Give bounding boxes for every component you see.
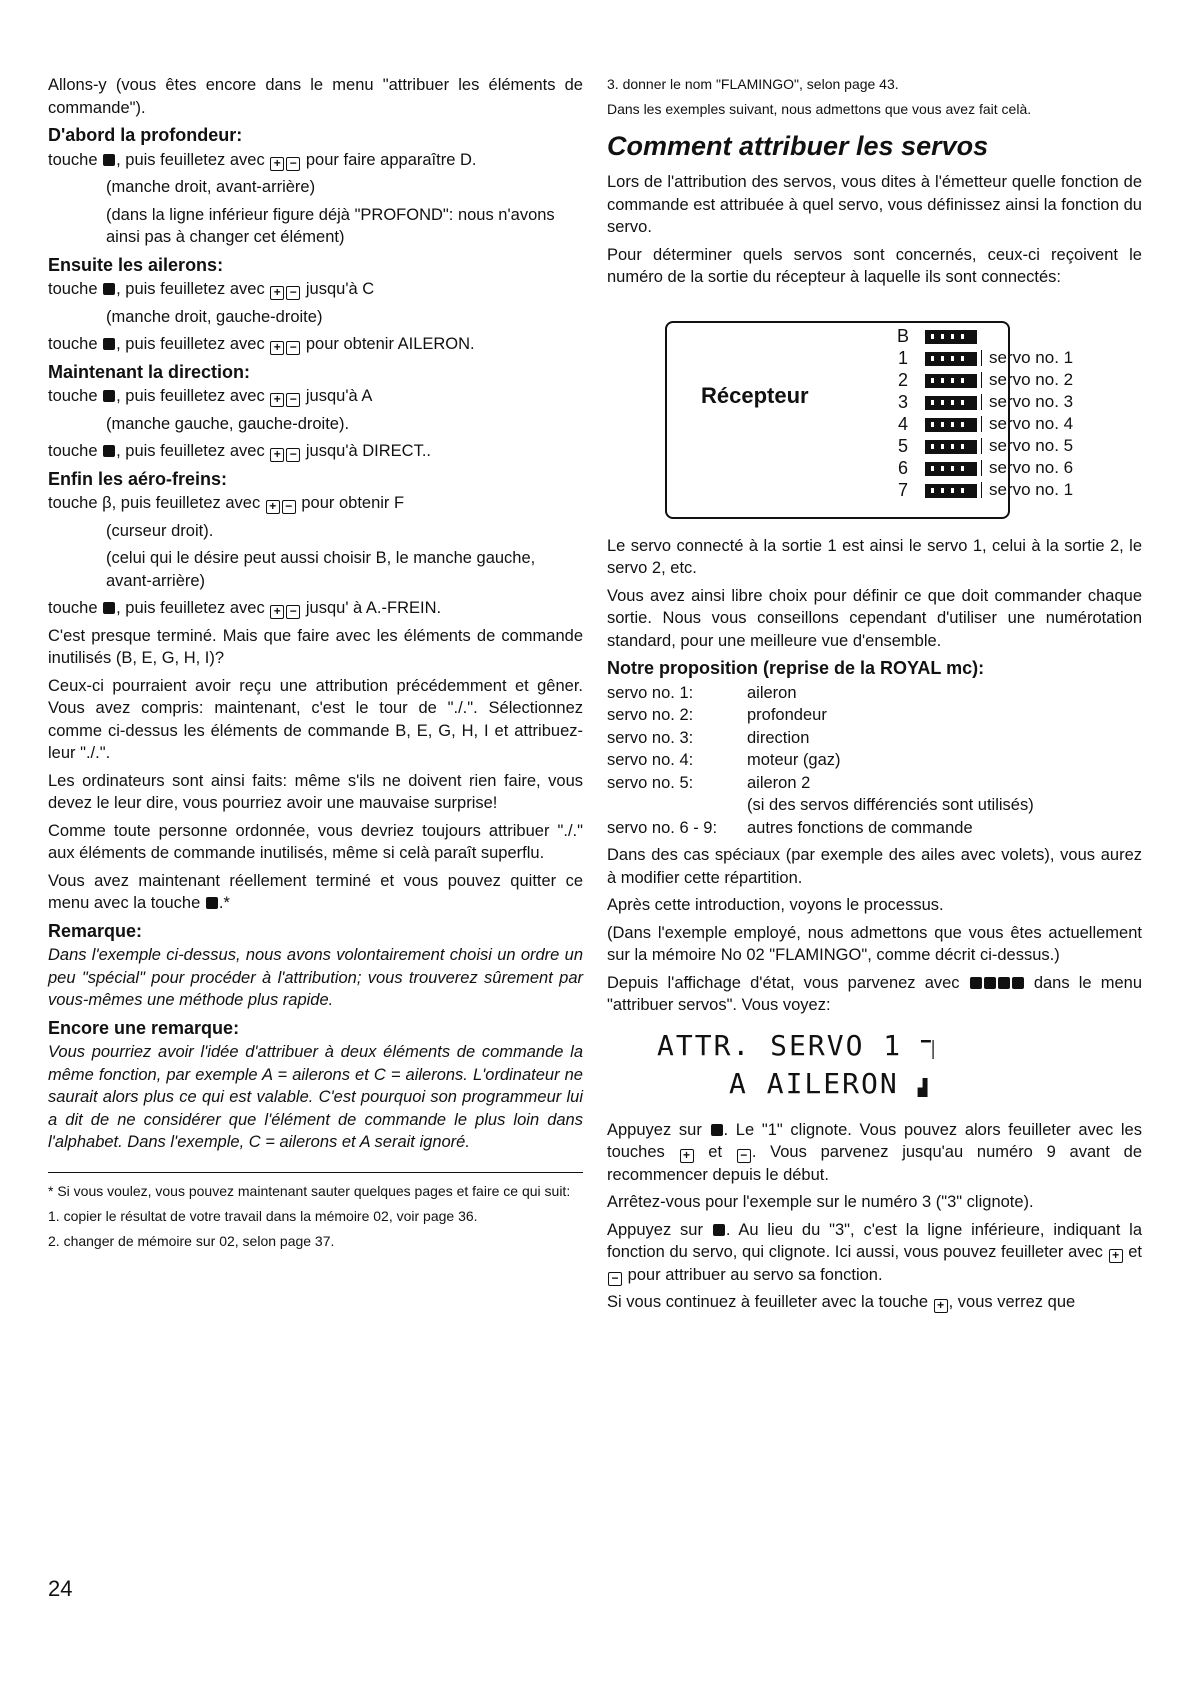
lcd-display [607, 1029, 1142, 1105]
minus-key-icon: − [286, 448, 300, 462]
heading-encore: Encore une remarque: [48, 1017, 240, 1038]
minus-key-icon: − [286, 605, 300, 619]
receiver-label: Récepteur [701, 382, 809, 408]
key-down-icon [103, 338, 115, 350]
footnote-item-3: 3. donner le nom "FLAMINGO", selon page 43. [607, 76, 899, 92]
section-title: Comment attribuer les servos [607, 131, 989, 161]
cursor-up-icon: ▔▏ [921, 1039, 945, 1059]
plus-key-icon: + [270, 605, 284, 619]
minus-key-icon: − [608, 1272, 622, 1286]
paragraph-termine: Vous avez maintenant réellement terminé et vous pouvez quitter ce menu avec la touche .* [48, 871, 583, 912]
footnote-item-2: 2. changer de mémoire sur 02, selon page 37. [48, 1232, 335, 1249]
key-down-icon [711, 1124, 723, 1136]
port-connector [925, 418, 977, 432]
port-connector [925, 374, 977, 388]
port-connector [925, 396, 977, 410]
port-connector [925, 330, 977, 344]
port-connector [925, 484, 977, 498]
port-label: 3 [897, 391, 908, 412]
key-up-icon [713, 1224, 725, 1236]
servo-label: servo no. 5 [989, 435, 1073, 458]
step-direction-2: touche , puis feuilletez avec + − jusqu'à DIRECT.. [48, 442, 431, 461]
servo-label: servo no. 3 [989, 391, 1073, 414]
heading-aerofreins: Enfin les aéro-freins: [48, 468, 228, 489]
paragraph-ordinateurs: Les ordinateurs sont ainsi faits: même s'ils ne doivent rien faire, vous devez le leur dire, vous pourriez avoir une mauvaise surprise! [48, 771, 583, 812]
plus-key-icon: + [680, 1149, 694, 1163]
minus-key-icon: − [737, 1149, 751, 1163]
port-connector [925, 352, 977, 366]
left-column [48, 74, 583, 1256]
heading-direction: Maintenant la direction: [48, 361, 251, 382]
paragraph-libre-choix: Vous avez ainsi libre choix pour définir ce que doit commander chaque sortie. Nous vous conseillons cependant d'utiliser une numérotation standard, pour une meilleure vue d'ensemble. [607, 586, 1142, 650]
port-label: 5 [897, 435, 908, 456]
key-down-icon [1012, 977, 1024, 989]
port-label: 2 [897, 369, 908, 390]
list-item: servo no. 5: aileron 2 [607, 773, 811, 792]
paragraph-servo-connecte: Le servo connecté à la sortie 1 est ainsi le servo 1, celui à la sortie 2, le servo 2, etc. [607, 536, 1142, 577]
note-profondeur-2: (dans la ligne inférieur figure déjà "PROFOND": nous n'avons ainsi pas à changer cet élément) [106, 205, 555, 246]
paragraph-ordonnee: Comme toute personne ordonnée, vous devriez toujours attribuer "./." aux éléments de commande inutilisés, même si celà paraît superflu. [48, 821, 583, 862]
key-up-icon [984, 977, 996, 989]
remarque-text: Dans l'exemple ci-dessus, nous avons volontairement choisi un ordre un peu "spécial" pour procéder à l'attribution; vous trouverez sûrement par vous-mêmes une méthode plus rapide. [48, 946, 583, 1009]
paragraph-introduction: Après cette introduction, voyons le processus. [607, 896, 944, 914]
plus-key-icon: + [270, 341, 284, 355]
key-down-icon [103, 445, 115, 457]
key-up-icon [103, 283, 115, 295]
paragraph-continuez: Si vous continuez à feuilleter avec la touche + , vous verrez que [607, 1293, 1076, 1312]
list-item: servo no. 6 - 9: autres fonctions de commande [607, 818, 973, 837]
step-profondeur: touche , puis feuilletez avec + − pour faire apparaître D. [48, 150, 477, 170]
plus-key-icon: + [1109, 1249, 1123, 1263]
right-column [607, 74, 1142, 1319]
intro-text: Allons-y (vous êtes encore dans le menu "attribuer les éléments de commande"). [48, 76, 583, 117]
minus-key-icon: − [286, 393, 300, 407]
list-item: (si des servos différenciés sont utilisés) [747, 796, 1034, 814]
port-label: 1 [897, 347, 908, 368]
step-aerofreins: touche β, puis feuilletez avec + − pour obtenir F [48, 494, 405, 513]
step-direction: touche , puis feuilletez avec + − jusqu'à A [48, 387, 373, 406]
servo-label: servo no. 1 [989, 347, 1073, 370]
lcd-line-2: A AILERON ▟ [729, 1066, 930, 1100]
servo-label: servo no. 2 [989, 369, 1073, 392]
port-label: 6 [897, 457, 908, 478]
plus-key-icon: + [270, 157, 284, 171]
list-item: servo no. 2: profondeur [607, 706, 827, 724]
paragraph-appuyez-2: Appuyez sur . Au lieu du "3", c'est la ligne inférieure, indiquant la fonction du servo, qui clignote. Ici aussi, vous pouvez feuilleter avec + et − pour attribuer au servo sa fonction. [607, 1220, 1143, 1285]
paragraph-attribution-servos: Lors de l'attribution des servos, vous dites à l'émetteur quelle fonction de commande est attribuée à quel servo, vous définissez ainsi la fonction du servo. [607, 173, 1142, 236]
minus-key-icon: − [286, 341, 300, 355]
servo-label: servo no. 1 [989, 479, 1073, 502]
minus-key-icon: − [286, 286, 300, 300]
paragraph-cas-speciaux: Dans des cas spéciaux (par exemple des ailes avec volets), vous aurez à modifier cette répartition. [607, 846, 1142, 887]
lcd-line-1: ATTR. SERVO 1 ▔▏ [657, 1028, 945, 1062]
step-aerofreins-2: touche , puis feuilletez avec + − jusqu' à A.-FREIN. [48, 599, 442, 618]
key-up-icon [103, 154, 115, 166]
plus-key-icon: + [270, 448, 284, 462]
note-aerofreins-2: (celui qui le désire peut aussi choisir B, le manche gauche, avant-arrière) [106, 549, 536, 590]
heading-profondeur: D'abord la profondeur: [48, 125, 243, 145]
key-down-icon [103, 602, 115, 614]
port-label: 4 [897, 413, 908, 434]
paragraph-appuyez-1: Appuyez sur . Le "1" clignote. Vous pouvez alors feuilleter avec les touches + et − . Vous parvenez jusqu'au numéro 9 avant de recommencer depuis le début. [607, 1120, 1142, 1184]
list-item: servo no. 3: direction [607, 728, 810, 747]
port-connector [925, 440, 977, 454]
heading-ailerons: Ensuite les ailerons: [48, 254, 224, 275]
port-label: B [896, 325, 909, 346]
paragraph-sorties: Pour déterminer quels servos sont concernés, ceux-ci reçoivent le numéro de la sortie du récepteur à laquelle ils sont connectés: [607, 245, 1142, 286]
paragraph-arretez: Arrêtez-vous pour l'exemple sur le numéro 3 ("3" clignote). [607, 1193, 1034, 1211]
note-profondeur-1: (manche droit, avant-arrière) [106, 178, 316, 196]
minus-key-icon: − [282, 500, 296, 514]
plus-key-icon: + [266, 500, 280, 514]
footnote-item-1: 1. copier le résultat de votre travail dans la mémoire 02, voir page 36. [48, 1207, 478, 1224]
step-ailerons-2: touche , puis feuilletez avec + − pour obtenir AILERON. [48, 335, 475, 354]
cursor-down-icon: ▟ [917, 1077, 930, 1097]
key-down-icon [998, 977, 1010, 989]
footnote-note: Dans les exemples suivant, nous admettons que vous avez fait celà. [607, 101, 1032, 117]
servo-label: servo no. 4 [989, 413, 1073, 436]
plus-key-icon: + [270, 393, 284, 407]
note-direction: (manche gauche, gauche-droite). [106, 414, 350, 433]
proposition-list [607, 682, 1142, 840]
encore-text: Vous pourriez avoir l'idée d'attribuer à deux éléments de commande la même fonction, par exemple A = ailerons et C = ailerons. L'ordinateur ne saurait alors plus ce qui est valable. C'est pourquoi son programmeur lui a dit de ne considérer que l'élément de commande le plus loin dans l'alphabet. Dans l'exemple, C = ailerons et A serait ignoré. [48, 1043, 583, 1151]
paragraph-attribution: Ceux-ci pourraient avoir reçu une attribution précédemment et gêner. Vous avez compris: maintenant, c'est le tour de "./.". Sélectionnez comme ci-dessus les éléments de commande B, E, G, H, I et attribuez-leur "./.". [48, 676, 583, 762]
menu-key-icon [206, 897, 218, 909]
list-item: servo no. 1: aileron [607, 683, 797, 702]
port-connector [925, 462, 977, 476]
step-ailerons: touche , puis feuilletez avec + − jusqu'à C [48, 280, 375, 299]
menu-key-icon [970, 977, 982, 989]
note-ailerons: (manche droit, gauche-droite) [106, 307, 323, 326]
list-item: servo no. 4: moteur (gaz) [607, 751, 841, 769]
paragraph-affichage: Depuis l'affichage d'état, vous parvenez avec dans le menu "attribuer servos". Vous voyez: [607, 973, 1142, 1014]
key-up-icon [103, 390, 115, 402]
heading-remarque: Remarque: [48, 920, 143, 941]
paragraph-exemple: (Dans l'exemple employé, nous admettons que vous êtes actuellement sur la mémoire No 02 "FLAMINGO", comme décrit ci-dessus.) [607, 923, 1142, 964]
servo-label: servo no. 6 [989, 457, 1073, 480]
page-number: 24 [48, 1576, 73, 1601]
minus-key-icon: − [286, 157, 300, 171]
footnote-intro: * Si vous voulez, vous pouvez maintenant sauter quelques pages et faire ce qui suit: [48, 1182, 571, 1199]
paragraph-unused: C'est presque terminé. Mais que faire avec les éléments de commande inutilisés (B, E, G, H, I)? [48, 626, 583, 667]
note-aerofreins-1: (curseur droit). [106, 521, 214, 540]
port-label: 7 [897, 479, 908, 500]
receiver-diagram [607, 303, 1142, 523]
footnote-divider [48, 1172, 583, 1173]
plus-key-icon: + [934, 1299, 948, 1313]
heading-proposition: Notre proposition (reprise de la ROYAL mc): [607, 658, 985, 678]
plus-key-icon: + [270, 286, 284, 300]
